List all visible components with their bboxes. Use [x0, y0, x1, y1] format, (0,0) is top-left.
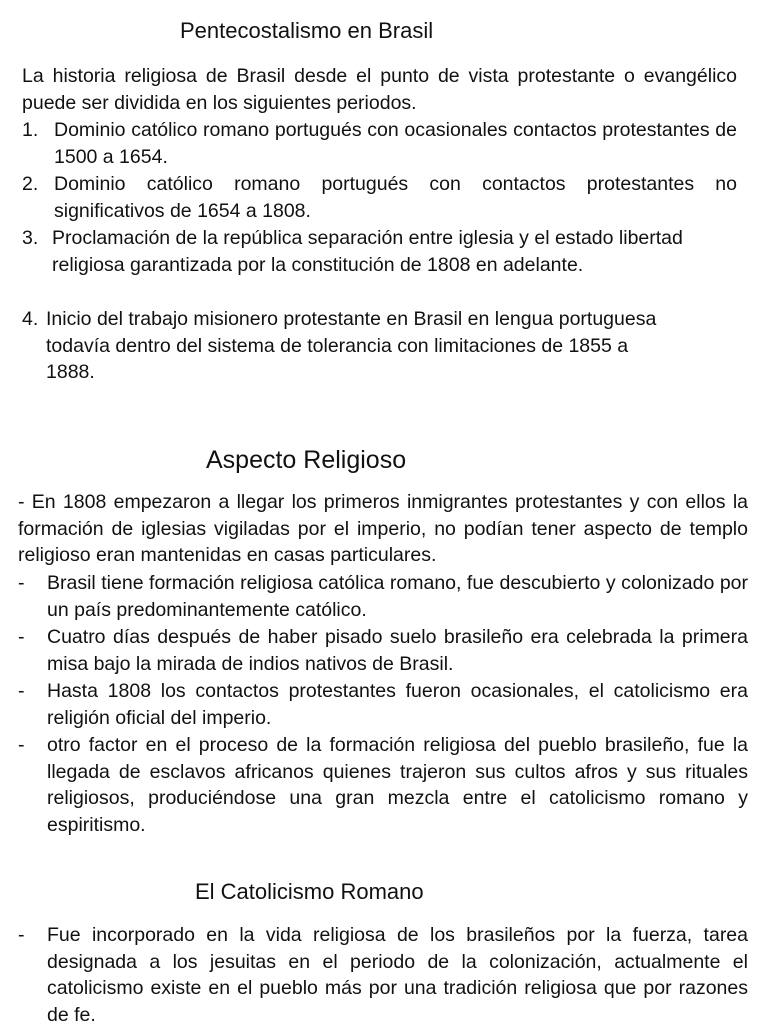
bullet-dash: -: [18, 626, 25, 648]
section1-intro: La historia religiosa de Brasil desde el punto de vista protestante o evangélico puede ser dividida en los siguientes periodos.: [22, 65, 737, 114]
period-item-4: [22, 306, 662, 386]
period-item-1: [22, 117, 737, 170]
aspect-item-1: [18, 570, 748, 623]
period-text: Dominio católico romano portugués con contactos protestantes no significativos de 1654 a 1808.: [54, 173, 737, 222]
period-item-3: [22, 225, 707, 278]
period-text: Inicio del trabajo misionero protestante en Brasil en lengua portuguesa todavía dentro del sistema de tolerancia con limitaciones de 1855 a 1888.: [46, 308, 657, 383]
section-title-pentecostalismo: Pentecostalismo en Brasil: [180, 18, 434, 43]
catolicismo-text: Fue incorporado en la vida religiosa de los brasileños por la fuerza, tarea designada a los jesuitas en el periodo de la colonización, actualmente el catolicismo existe en el pueblo más por una tradición religiosa que por razones de fe.: [47, 924, 748, 1024]
period-number: 1.: [22, 119, 39, 141]
aspect-item-3: [18, 678, 748, 731]
bullet-dash: -: [18, 924, 25, 946]
bullet-dash: -: [18, 734, 25, 756]
aspect-text: Cuatro días después de haber pisado suelo brasileño era celebrada la primera misa bajo la mirada de indios nativos de Brasil.: [47, 626, 748, 675]
aspect-text: otro factor en el proceso de la formación religiosa del pueblo brasileño, fue la llegada de esclavos africanos quienes trajeron sus cultos afros y sus rituales religiosos, produciéndose una gran mezcla entre el catolicismo romano y espiritismo.: [47, 734, 748, 836]
period-item-2: [22, 171, 737, 224]
period-number: 3.: [22, 227, 39, 249]
period-text: Proclamación de la república separación entre iglesia y el estado libertad religiosa garantizada por la constitución de 1808 en adelante.: [52, 227, 683, 276]
aspect-item-2: [18, 624, 748, 677]
section-title-catolicismo-romano: El Catolicismo Romano: [195, 879, 424, 904]
catolicismo-item-1: [18, 922, 748, 1024]
period-number: 2.: [22, 173, 39, 195]
aspect-item-4: [18, 732, 748, 838]
period-text: Dominio católico romano portugués con ocasionales contactos protestantes de 1500 a 1654.: [54, 119, 737, 168]
period-number: 4.: [22, 308, 39, 330]
bullet-dash: -: [18, 572, 25, 594]
aspect-text: Brasil tiene formación religiosa católica romano, fue descubierto y colonizado por un país predominantemente católico.: [47, 572, 748, 621]
section-title-aspecto-religioso: Aspecto Religioso: [206, 446, 407, 474]
aspect-text: Hasta 1808 los contactos protestantes fueron ocasionales, el catolicismo era religión oficial del imperio.: [47, 680, 748, 729]
bullet-dash: -: [18, 680, 25, 702]
section2-intro: - En 1808 empezaron a llegar los primeros inmigrantes protestantes y con ellos la formación de iglesias vigiladas por el imperio, no podían tener aspecto de templo religioso eran mantenidas en casas particulares.: [18, 491, 748, 566]
